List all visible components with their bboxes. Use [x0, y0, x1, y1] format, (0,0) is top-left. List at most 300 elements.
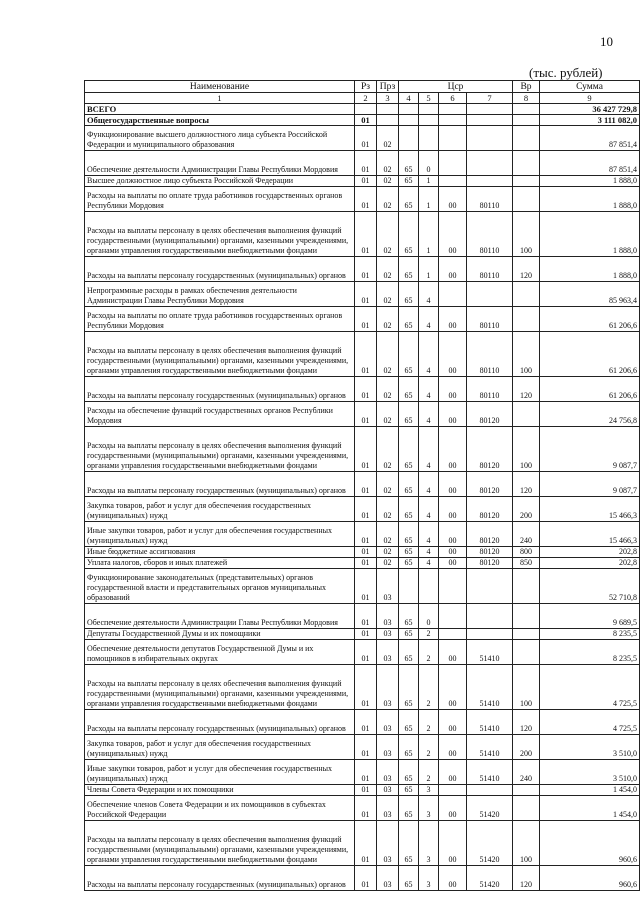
row-csr-program: 65 — [399, 402, 419, 427]
row-vr — [513, 176, 540, 187]
header-row — [85, 81, 640, 93]
row-csr-code: 51410 — [467, 640, 513, 665]
table-row — [85, 547, 640, 558]
row-name: Расходы на выплаты персоналу в целях обеспечения выполнения функций государственными (муниципальными) органами, казенными учреждениями, органами управления государственными внебюджетными фондами — [85, 212, 355, 257]
row-sum: 4 725,5 — [540, 710, 640, 735]
row-csr-direction — [439, 126, 467, 151]
row-csr-program: 65 — [399, 821, 419, 866]
row-csr-subprogram: 4 — [419, 522, 439, 547]
row-csr-subprogram: 2 — [419, 665, 439, 710]
row-vr — [513, 187, 540, 212]
header-name: Наименование — [85, 81, 355, 93]
row-prz: 02 — [377, 332, 399, 377]
table-row — [85, 569, 640, 604]
row-vr: 100 — [513, 665, 540, 710]
row-sum: 1 888,0 — [540, 187, 640, 212]
row-csr-subprogram: 4 — [419, 427, 439, 472]
row-csr-program: 65 — [399, 522, 419, 547]
row-csr-subprogram: 2 — [419, 629, 439, 640]
row-prz: 03 — [377, 640, 399, 665]
column-number: 7 — [467, 93, 513, 104]
row-csr-subprogram: 4 — [419, 558, 439, 569]
table-row — [85, 187, 640, 212]
row-csr-program: 65 — [399, 604, 419, 629]
table-row — [85, 212, 640, 257]
row-rz: 01 — [355, 558, 377, 569]
row-vr — [513, 115, 540, 126]
row-csr-code — [467, 785, 513, 796]
row-name: Расходы на выплаты по оплате труда работников государственных органов Республики Мордовия — [85, 187, 355, 212]
row-rz: 01 — [355, 629, 377, 640]
row-sum: 15 466,3 — [540, 522, 640, 547]
row-csr-direction: 00 — [439, 497, 467, 522]
row-sum: 3 510,0 — [540, 735, 640, 760]
row-rz: 01 — [355, 665, 377, 710]
row-csr-code: 80110 — [467, 377, 513, 402]
row-csr-subprogram: 1 — [419, 212, 439, 257]
row-csr-direction: 00 — [439, 760, 467, 785]
row-rz: 01 — [355, 332, 377, 377]
row-csr-code: 80120 — [467, 522, 513, 547]
table-row — [85, 377, 640, 402]
table-row — [85, 522, 640, 547]
row-rz: 01 — [355, 427, 377, 472]
header-rz: Рз — [355, 81, 377, 93]
table-row — [85, 126, 640, 151]
row-prz: 03 — [377, 785, 399, 796]
row-csr-code: 51420 — [467, 866, 513, 891]
row-prz: 02 — [377, 212, 399, 257]
table-row — [85, 821, 640, 866]
row-vr: 120 — [513, 472, 540, 497]
row-csr-subprogram — [419, 104, 439, 115]
table-row — [85, 640, 640, 665]
row-csr-program: 65 — [399, 427, 419, 472]
row-prz: 02 — [377, 427, 399, 472]
row-rz: 01 — [355, 735, 377, 760]
row-prz: 02 — [377, 257, 399, 282]
row-rz: 01 — [355, 126, 377, 151]
column-number: 3 — [377, 93, 399, 104]
table-row — [85, 472, 640, 497]
column-number: 1 — [85, 93, 355, 104]
row-sum: 8 235,5 — [540, 640, 640, 665]
table-row — [85, 332, 640, 377]
row-sum: 3 111 082,0 — [540, 115, 640, 126]
row-csr-code: 80120 — [467, 472, 513, 497]
row-csr-program: 65 — [399, 497, 419, 522]
row-vr — [513, 785, 540, 796]
row-csr-direction — [439, 604, 467, 629]
row-rz: 01 — [355, 257, 377, 282]
row-vr — [513, 569, 540, 604]
row-csr-subprogram: 2 — [419, 735, 439, 760]
row-name: Иные бюджетные ассигнования — [85, 547, 355, 558]
row-vr: 120 — [513, 257, 540, 282]
row-csr-program: 65 — [399, 735, 419, 760]
row-csr-subprogram — [419, 569, 439, 604]
row-name: Уплата налогов, сборов и иных платежей — [85, 558, 355, 569]
row-csr-code: 80120 — [467, 402, 513, 427]
row-prz: 02 — [377, 176, 399, 187]
row-name: Закупка товаров, работ и услуг для обеспечения государственных (муниципальных) нужд — [85, 497, 355, 522]
row-prz: 03 — [377, 735, 399, 760]
row-vr: 120 — [513, 377, 540, 402]
row-csr-direction — [439, 115, 467, 126]
row-csr-code: 80110 — [467, 332, 513, 377]
row-csr-direction: 00 — [439, 427, 467, 472]
row-sum: 15 466,3 — [540, 497, 640, 522]
row-csr-code — [467, 115, 513, 126]
row-csr-subprogram: 2 — [419, 760, 439, 785]
table-row — [85, 151, 640, 176]
row-rz — [355, 104, 377, 115]
row-sum: 960,6 — [540, 866, 640, 891]
row-rz: 01 — [355, 307, 377, 332]
row-name: Иные закупки товаров, работ и услуг для обеспечения государственных (муниципальных) нужд — [85, 760, 355, 785]
table-row — [85, 282, 640, 307]
row-sum: 85 963,4 — [540, 282, 640, 307]
row-csr-program: 65 — [399, 629, 419, 640]
row-rz: 01 — [355, 282, 377, 307]
row-csr-subprogram: 2 — [419, 710, 439, 735]
row-csr-direction: 00 — [439, 735, 467, 760]
row-name: Функционирование законодательных (представительных) органов государственной власти и представительных органов муниципальных образований — [85, 569, 355, 604]
row-csr-code: 51410 — [467, 735, 513, 760]
row-name: Расходы на выплаты персоналу государственных (муниципальных) органов — [85, 710, 355, 735]
row-prz: 02 — [377, 472, 399, 497]
budget-table — [84, 80, 640, 891]
row-rz: 01 — [355, 151, 377, 176]
row-vr — [513, 104, 540, 115]
row-csr-direction: 00 — [439, 307, 467, 332]
row-vr — [513, 604, 540, 629]
row-rz: 01 — [355, 522, 377, 547]
table-row — [85, 760, 640, 785]
row-vr — [513, 402, 540, 427]
header-vr: Вр — [513, 81, 540, 93]
row-sum: 3 510,0 — [540, 760, 640, 785]
row-name: Обеспечение деятельности депутатов Государственной Думы и их помощников в избирательных округах — [85, 640, 355, 665]
row-csr-program: 65 — [399, 785, 419, 796]
row-csr-program: 65 — [399, 187, 419, 212]
row-csr-subprogram: 3 — [419, 796, 439, 821]
column-number-row — [85, 93, 640, 104]
row-prz: 03 — [377, 569, 399, 604]
table-row — [85, 710, 640, 735]
row-csr-subprogram: 4 — [419, 377, 439, 402]
row-csr-direction — [439, 629, 467, 640]
row-rz: 01 — [355, 472, 377, 497]
row-rz: 01 — [355, 176, 377, 187]
row-sum: 8 235,5 — [540, 629, 640, 640]
row-csr-code — [467, 176, 513, 187]
row-csr-direction — [439, 151, 467, 176]
row-vr — [513, 126, 540, 151]
row-vr — [513, 282, 540, 307]
row-csr-subprogram: 4 — [419, 402, 439, 427]
row-csr-code: 51410 — [467, 760, 513, 785]
row-csr-code: 51410 — [467, 665, 513, 710]
row-sum: 9 087,7 — [540, 427, 640, 472]
row-rz: 01 — [355, 377, 377, 402]
row-rz: 01 — [355, 821, 377, 866]
row-csr-program: 65 — [399, 796, 419, 821]
row-csr-code — [467, 604, 513, 629]
table-row — [85, 257, 640, 282]
row-csr-program: 65 — [399, 640, 419, 665]
row-vr — [513, 307, 540, 332]
row-prz — [377, 104, 399, 115]
row-csr-subprogram: 4 — [419, 307, 439, 332]
row-csr-code — [467, 629, 513, 640]
row-csr-subprogram: 4 — [419, 497, 439, 522]
column-number: 5 — [419, 93, 439, 104]
row-name: Расходы на выплаты персоналу в целях обеспечения выполнения функций государственными (муниципальными) органами, казенными учреждениями, органами управления государственными внебюджетными фондами — [85, 332, 355, 377]
row-sum: 1 888,0 — [540, 212, 640, 257]
row-name: Депутаты Государственной Думы и их помощники — [85, 629, 355, 640]
row-sum: 9 689,5 — [540, 604, 640, 629]
row-prz: 03 — [377, 604, 399, 629]
table-row — [85, 176, 640, 187]
row-name: Непрограммные расходы в рамках обеспечения деятельности Администрации Главы Республики Мордовия — [85, 282, 355, 307]
row-prz: 02 — [377, 558, 399, 569]
row-sum: 61 206,6 — [540, 307, 640, 332]
row-name: Закупка товаров, работ и услуг для обеспечения государственных (муниципальных) нужд — [85, 735, 355, 760]
row-csr-direction: 00 — [439, 522, 467, 547]
row-name: Обеспечение деятельности Администрации Главы Республики Мордовия — [85, 604, 355, 629]
row-csr-direction: 00 — [439, 187, 467, 212]
row-csr-direction: 00 — [439, 547, 467, 558]
row-rz: 01 — [355, 604, 377, 629]
row-sum: 1 888,0 — [540, 176, 640, 187]
row-csr-direction: 00 — [439, 558, 467, 569]
row-csr-program: 65 — [399, 212, 419, 257]
row-sum: 1 454,0 — [540, 785, 640, 796]
row-vr: 850 — [513, 558, 540, 569]
row-name: Расходы на выплаты персоналу государственных (муниципальных) органов — [85, 257, 355, 282]
row-sum: 36 427 729,8 — [540, 104, 640, 115]
row-sum: 87 851,4 — [540, 126, 640, 151]
row-csr-subprogram: 2 — [419, 640, 439, 665]
row-vr: 120 — [513, 866, 540, 891]
row-rz: 01 — [355, 497, 377, 522]
row-sum: 24 756,8 — [540, 402, 640, 427]
row-csr-direction: 00 — [439, 402, 467, 427]
row-csr-direction — [439, 176, 467, 187]
row-sum: 9 087,7 — [540, 472, 640, 497]
row-csr-code: 51410 — [467, 710, 513, 735]
row-prz: 02 — [377, 522, 399, 547]
row-csr-code: 80120 — [467, 547, 513, 558]
table-row — [85, 629, 640, 640]
row-csr-program: 65 — [399, 307, 419, 332]
row-csr-program: 65 — [399, 377, 419, 402]
row-csr-subprogram: 4 — [419, 547, 439, 558]
row-rz: 01 — [355, 212, 377, 257]
row-name: Расходы на выплаты персоналу государственных (муниципальных) органов — [85, 866, 355, 891]
row-csr-subprogram: 1 — [419, 187, 439, 212]
row-csr-direction — [439, 104, 467, 115]
row-prz: 02 — [377, 497, 399, 522]
row-sum: 61 206,6 — [540, 377, 640, 402]
row-vr: 120 — [513, 710, 540, 735]
column-number: 2 — [355, 93, 377, 104]
row-sum: 61 206,6 — [540, 332, 640, 377]
column-number: 8 — [513, 93, 540, 104]
row-csr-program — [399, 104, 419, 115]
row-csr-subprogram: 3 — [419, 785, 439, 796]
row-rz: 01 — [355, 115, 377, 126]
row-vr: 200 — [513, 497, 540, 522]
table-row — [85, 497, 640, 522]
row-vr — [513, 640, 540, 665]
row-csr-direction: 00 — [439, 710, 467, 735]
table-row — [85, 104, 640, 115]
table-row — [85, 735, 640, 760]
row-csr-program: 65 — [399, 332, 419, 377]
row-csr-subprogram: 0 — [419, 151, 439, 176]
row-prz: 02 — [377, 282, 399, 307]
column-number: 9 — [540, 93, 640, 104]
row-csr-code — [467, 282, 513, 307]
row-sum: 4 725,5 — [540, 665, 640, 710]
row-csr-program: 65 — [399, 760, 419, 785]
row-sum: 87 851,4 — [540, 151, 640, 176]
table-row — [85, 604, 640, 629]
row-prz — [377, 115, 399, 126]
row-csr-direction: 00 — [439, 377, 467, 402]
row-vr — [513, 151, 540, 176]
row-prz: 02 — [377, 402, 399, 427]
row-vr: 200 — [513, 735, 540, 760]
row-csr-program — [399, 126, 419, 151]
row-csr-direction: 00 — [439, 332, 467, 377]
row-rz: 01 — [355, 569, 377, 604]
row-rz: 01 — [355, 710, 377, 735]
header-sum: Сумма — [540, 81, 640, 93]
row-sum: 960,6 — [540, 821, 640, 866]
row-prz: 02 — [377, 307, 399, 332]
row-vr: 240 — [513, 760, 540, 785]
row-csr-direction: 00 — [439, 472, 467, 497]
table-row — [85, 115, 640, 126]
row-csr-direction: 00 — [439, 796, 467, 821]
row-csr-code: 80120 — [467, 497, 513, 522]
row-sum: 202,8 — [540, 547, 640, 558]
row-csr-program: 65 — [399, 282, 419, 307]
header-csr: Цср — [399, 81, 513, 93]
row-csr-code: 80110 — [467, 307, 513, 332]
row-csr-program: 65 — [399, 176, 419, 187]
row-csr-direction: 00 — [439, 640, 467, 665]
row-rz: 01 — [355, 760, 377, 785]
row-csr-subprogram — [419, 115, 439, 126]
row-prz: 03 — [377, 760, 399, 785]
row-csr-code — [467, 151, 513, 176]
row-prz: 02 — [377, 187, 399, 212]
row-name: Расходы на выплаты персоналу в целях обеспечения выполнения функций государственными (муниципальными) органами, казенными учреждениями, органами управления государственными внебюджетными фондами — [85, 665, 355, 710]
row-csr-program: 65 — [399, 547, 419, 558]
row-csr-direction — [439, 282, 467, 307]
row-csr-subprogram: 4 — [419, 472, 439, 497]
row-prz: 02 — [377, 151, 399, 176]
table-row — [85, 558, 640, 569]
row-csr-direction: 00 — [439, 821, 467, 866]
row-prz: 02 — [377, 126, 399, 151]
row-csr-code — [467, 569, 513, 604]
row-name: Расходы на выплаты персоналу в целях обеспечения выполнения функций государственными (муниципальными) органами, казенными учреждениями, органами управления государственными внебюджетными фондами — [85, 427, 355, 472]
row-csr-direction — [439, 569, 467, 604]
row-csr-code: 51420 — [467, 796, 513, 821]
row-name: Функционирование высшего должностного лица субъекта Российской Федерации и муниципального образования — [85, 126, 355, 151]
row-prz: 03 — [377, 866, 399, 891]
row-vr: 240 — [513, 522, 540, 547]
column-number: 6 — [439, 93, 467, 104]
column-number: 4 — [399, 93, 419, 104]
row-csr-program: 65 — [399, 472, 419, 497]
row-rz: 01 — [355, 187, 377, 212]
row-csr-code: 80110 — [467, 187, 513, 212]
table-row — [85, 785, 640, 796]
row-vr: 100 — [513, 212, 540, 257]
row-vr: 100 — [513, 821, 540, 866]
row-csr-direction: 00 — [439, 212, 467, 257]
row-name: ВСЕГО — [85, 104, 355, 115]
row-csr-subprogram: 4 — [419, 332, 439, 377]
row-csr-program: 65 — [399, 558, 419, 569]
row-csr-subprogram: 3 — [419, 866, 439, 891]
row-csr-program: 65 — [399, 866, 419, 891]
row-csr-code: 80110 — [467, 212, 513, 257]
row-prz: 03 — [377, 710, 399, 735]
row-sum: 1 888,0 — [540, 257, 640, 282]
row-vr: 100 — [513, 427, 540, 472]
row-name: Члены Совета Федерации и их помощники — [85, 785, 355, 796]
row-prz: 03 — [377, 821, 399, 866]
row-csr-program — [399, 569, 419, 604]
table-row — [85, 427, 640, 472]
table-row — [85, 866, 640, 891]
row-name: Расходы на выплаты персоналу государственных (муниципальных) органов — [85, 377, 355, 402]
row-csr-subprogram: 1 — [419, 176, 439, 187]
row-name: Высшее должностное лицо субъекта Российской Федерации — [85, 176, 355, 187]
row-prz: 02 — [377, 377, 399, 402]
row-csr-code — [467, 104, 513, 115]
row-csr-subprogram: 3 — [419, 821, 439, 866]
row-name: Расходы на выплаты по оплате труда работников государственных органов Республики Мордовия — [85, 307, 355, 332]
row-rz: 01 — [355, 785, 377, 796]
row-name: Обеспечение деятельности Администрации Главы Республики Мордовия — [85, 151, 355, 176]
table-row — [85, 307, 640, 332]
row-csr-subprogram: 4 — [419, 282, 439, 307]
units-label: (тыс. рублей) — [529, 65, 603, 80]
row-csr-program — [399, 115, 419, 126]
table-row — [85, 796, 640, 821]
row-name: Расходы на выплаты персоналу государственных (муниципальных) органов — [85, 472, 355, 497]
row-csr-program: 65 — [399, 151, 419, 176]
row-csr-subprogram — [419, 126, 439, 151]
row-csr-subprogram: 1 — [419, 257, 439, 282]
row-csr-subprogram: 0 — [419, 604, 439, 629]
row-csr-code: 80110 — [467, 257, 513, 282]
row-csr-direction: 00 — [439, 257, 467, 282]
row-sum: 1 454,0 — [540, 796, 640, 821]
row-csr-code: 51420 — [467, 821, 513, 866]
row-name: Общегосударственные вопросы — [85, 115, 355, 126]
header-prz: Прз — [377, 81, 399, 93]
row-name: Обеспечение членов Совета Федерации и их помощников в субъектах Российской Федерации — [85, 796, 355, 821]
